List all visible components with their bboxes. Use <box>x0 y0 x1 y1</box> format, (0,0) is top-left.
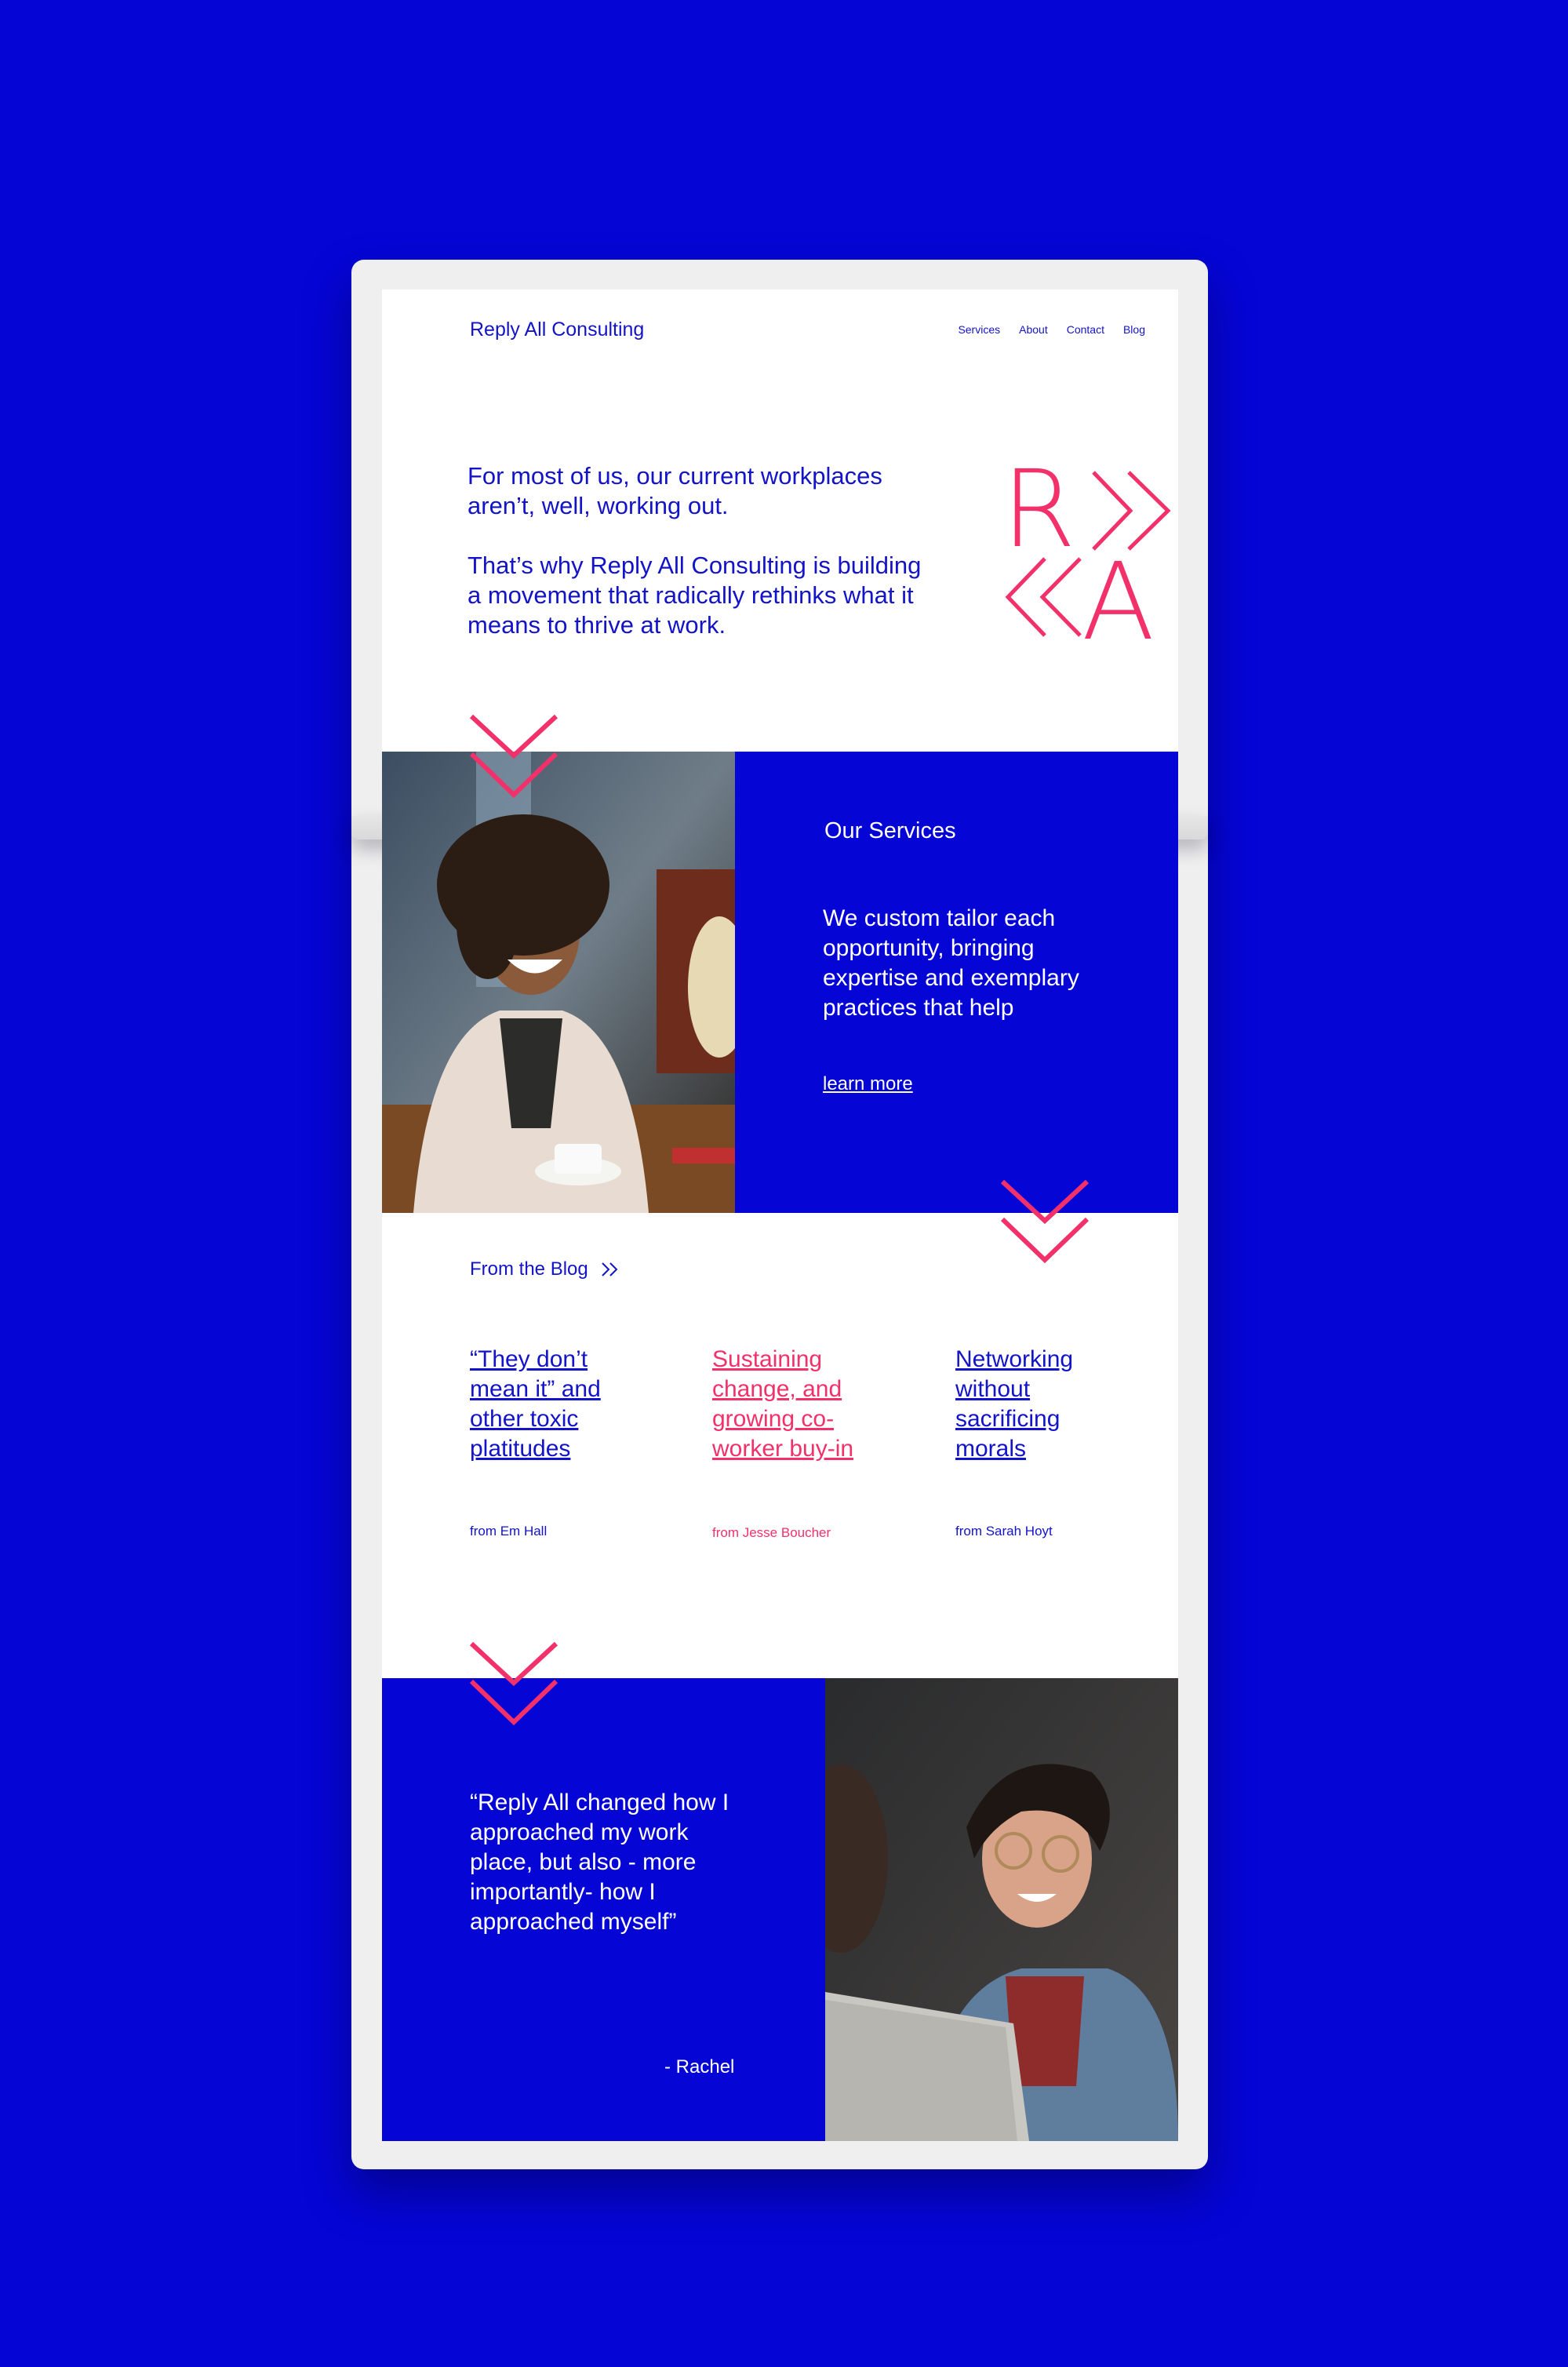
ra-monogram <box>1002 448 1178 665</box>
blog-post-title[interactable]: Networking without sacrificing morals <box>955 1346 1074 1462</box>
double-chevron-left-icon <box>1002 555 1088 639</box>
nav-about[interactable]: About <box>1019 323 1048 336</box>
testimonial-panel <box>382 1678 825 2141</box>
nav-services[interactable]: Services <box>958 323 1001 336</box>
nav-blog[interactable]: Blog <box>1122 323 1145 336</box>
services-panel <box>735 752 1178 1213</box>
hero-line-1: For most of us, our current workplaces aren’t, well, working out. <box>467 462 882 519</box>
main-nav <box>958 323 1145 336</box>
hero-line-2: That’s why Reply All Consulting is building a movement that radically rethinks what it means to thrive at work. <box>467 552 922 639</box>
blog-post <box>470 1345 635 1464</box>
services-description: We custom tailor each opportunity, bringing expertise and exemplary practices that help <box>823 905 1079 1021</box>
brand-logo[interactable]: Reply All Consulting <box>470 319 645 340</box>
double-chevron-down-icon <box>468 1641 559 1728</box>
testimonial-photo <box>825 1678 1178 2141</box>
monogram-letter-r: R <box>1002 448 1076 572</box>
testimonial-author: - Rachel <box>664 2056 735 2077</box>
webpage <box>382 290 1178 2141</box>
blog-heading-label: From the Blog <box>470 1258 588 1280</box>
blog-heading[interactable] <box>470 1258 620 1280</box>
nav-contact[interactable]: Contact <box>1066 323 1104 336</box>
services-title: Our Services <box>824 818 956 843</box>
hero-text <box>467 461 922 640</box>
testimonial-quote: “Reply All changed how I approached my work place, but also - more importantly- how I approached myself” <box>470 1790 729 1935</box>
blog-post-title[interactable]: Sustaining change, and growing co-worker buy-in <box>712 1346 854 1462</box>
blog-post-author: from Sarah Hoyt <box>955 1524 1053 1539</box>
blog-post-author: from Em Hall <box>470 1524 548 1539</box>
monogram-letter-a: A <box>1082 541 1155 665</box>
learn-more-link[interactable]: learn more <box>823 1073 913 1094</box>
double-chevron-down-icon <box>468 713 559 801</box>
blog-post-author: from Jesse Boucher <box>712 1525 831 1540</box>
blog-post <box>955 1345 1120 1464</box>
double-chevron-right-icon <box>601 1262 620 1277</box>
blog-post-title[interactable]: “They don’t mean it” and other toxic platitudes <box>470 1346 601 1462</box>
double-chevron-down-icon <box>999 1178 1090 1266</box>
services-photo <box>382 752 735 1213</box>
blog-post <box>712 1345 877 1464</box>
